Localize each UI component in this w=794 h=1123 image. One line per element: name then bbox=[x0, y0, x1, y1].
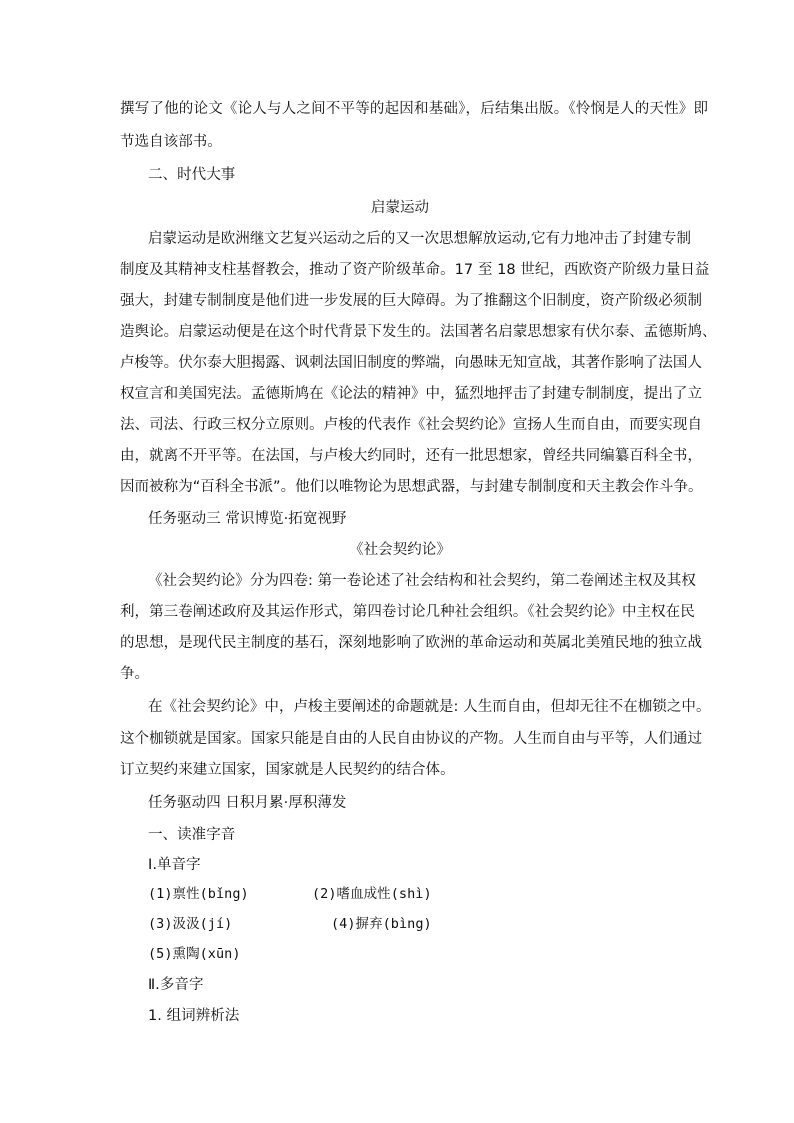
pronunciation-item-1: (1)禀性(bǐng) bbox=[148, 886, 249, 902]
task-three-heading: 任务驱动三 常识博览·拓宽视野 bbox=[148, 511, 347, 527]
pronunciation-item-4: (4)摒弃(bìng) bbox=[331, 916, 432, 932]
social-contract-p1-line-2: 利，第三卷阐述政府及其运作形式，第四卷讨论几种社会组织。《社会契约论》中主权在民 bbox=[120, 604, 695, 620]
enlightenment-line-6: 权宣言和美国宪法。孟德斯鸠在《论法的精神》中，猛烈地抨击了封建专制制度，提出了立 bbox=[120, 386, 702, 402]
enlightenment-title: 启蒙运动 bbox=[370, 200, 430, 216]
enlightenment-line-8: 由，就离不开平等。在法国，与卢梭大约同时，还有一批思想家，曾经共同编纂百科全书， bbox=[120, 448, 702, 464]
intro-line-1: 撰写了他的论文《论人与人之间不平等的起因和基础》，后结集出版。《怜悯是人的天性》即 bbox=[120, 101, 709, 117]
enlightenment-line-9: 因而被称为“百科全书派”。他们以唯物论为思想武器，与封建专制制度和天主教会作斗争。 bbox=[120, 479, 703, 495]
enlightenment-line-4: 造舆论。启蒙运动便是在这个时代背景下发生的。法国著名启蒙思想家有伏尔泰、孟德斯鸠、 bbox=[120, 324, 717, 340]
enlightenment-line-5: 卢梭等。伏尔泰大胆揭露、讽刺法国旧制度的弊端，向愚昧无知宣战，其著作影响了法国人 bbox=[120, 355, 702, 371]
social-contract-p1-line-1: 《社会契约论》分为四卷: 第一卷论述了社会结构和社会契约，第二卷阐述主权及其权 bbox=[148, 573, 696, 589]
social-contract-p2-line-2: 这个枷锁就是国家。国家只能是自由的人民自由协议的产物。人生而自由与平等，人们通过 bbox=[120, 731, 702, 747]
method-heading: 1. 组词辨析法 bbox=[148, 1008, 240, 1024]
intro-line-2: 节选自该部书。 bbox=[120, 134, 222, 150]
pronunciation-item-2: (2)嗜血成性(shì) bbox=[312, 886, 432, 902]
task-four-heading: 任务驱动四 日积月累·厚积薄发 bbox=[148, 795, 347, 811]
pronunciation-item-3: (3)汲汲(jí) bbox=[148, 916, 233, 932]
section-two-heading: 二、时代大事 bbox=[148, 167, 236, 183]
social-contract-p1-line-4: 争。 bbox=[120, 666, 150, 682]
pronunciation-item-5: (5)熏陶(xūn) bbox=[148, 946, 241, 962]
multi-character-heading: Ⅱ.多音字 bbox=[148, 977, 204, 993]
social-contract-p1-line-3: 的思想，是现代民主制度的基石，深刻地影响了欧洲的革命运动和英属北美殖民地的独立战 bbox=[120, 635, 702, 651]
enlightenment-line-7: 法、司法、行政三权分立原则。卢梭的代表作《社会契约论》宣扬人生而自由，而要实现自 bbox=[120, 417, 702, 433]
social-contract-p2-line-3: 订立契约来建立国家，国家就是人民契约的结合体。 bbox=[120, 762, 455, 778]
single-character-heading: Ⅰ.单音字 bbox=[148, 857, 201, 873]
enlightenment-line-1: 启蒙运动是欧洲继文艺复兴运动之后的又一次思想解放运动,它有力地冲击了封建专制 bbox=[148, 231, 692, 247]
enlightenment-line-2: 制度及其精神支柱基督教会，推动了资产阶级革命。17 至 18 世纪，西欧资产阶级力量日益 bbox=[120, 262, 710, 278]
social-contract-title: 《社会契约论》 bbox=[349, 542, 451, 558]
pronunciation-heading: 一、读准字音 bbox=[148, 827, 236, 843]
social-contract-p2-line-1: 在《社会契约论》中，卢梭主要阐述的命题就是: 人生而自由，但却无往不在枷锁之中。 bbox=[148, 699, 711, 715]
enlightenment-line-3: 强大，封建专制制度是他们进一步发展的巨大障碍。为了推翻这个旧制度，资产阶级必须制 bbox=[120, 293, 702, 309]
